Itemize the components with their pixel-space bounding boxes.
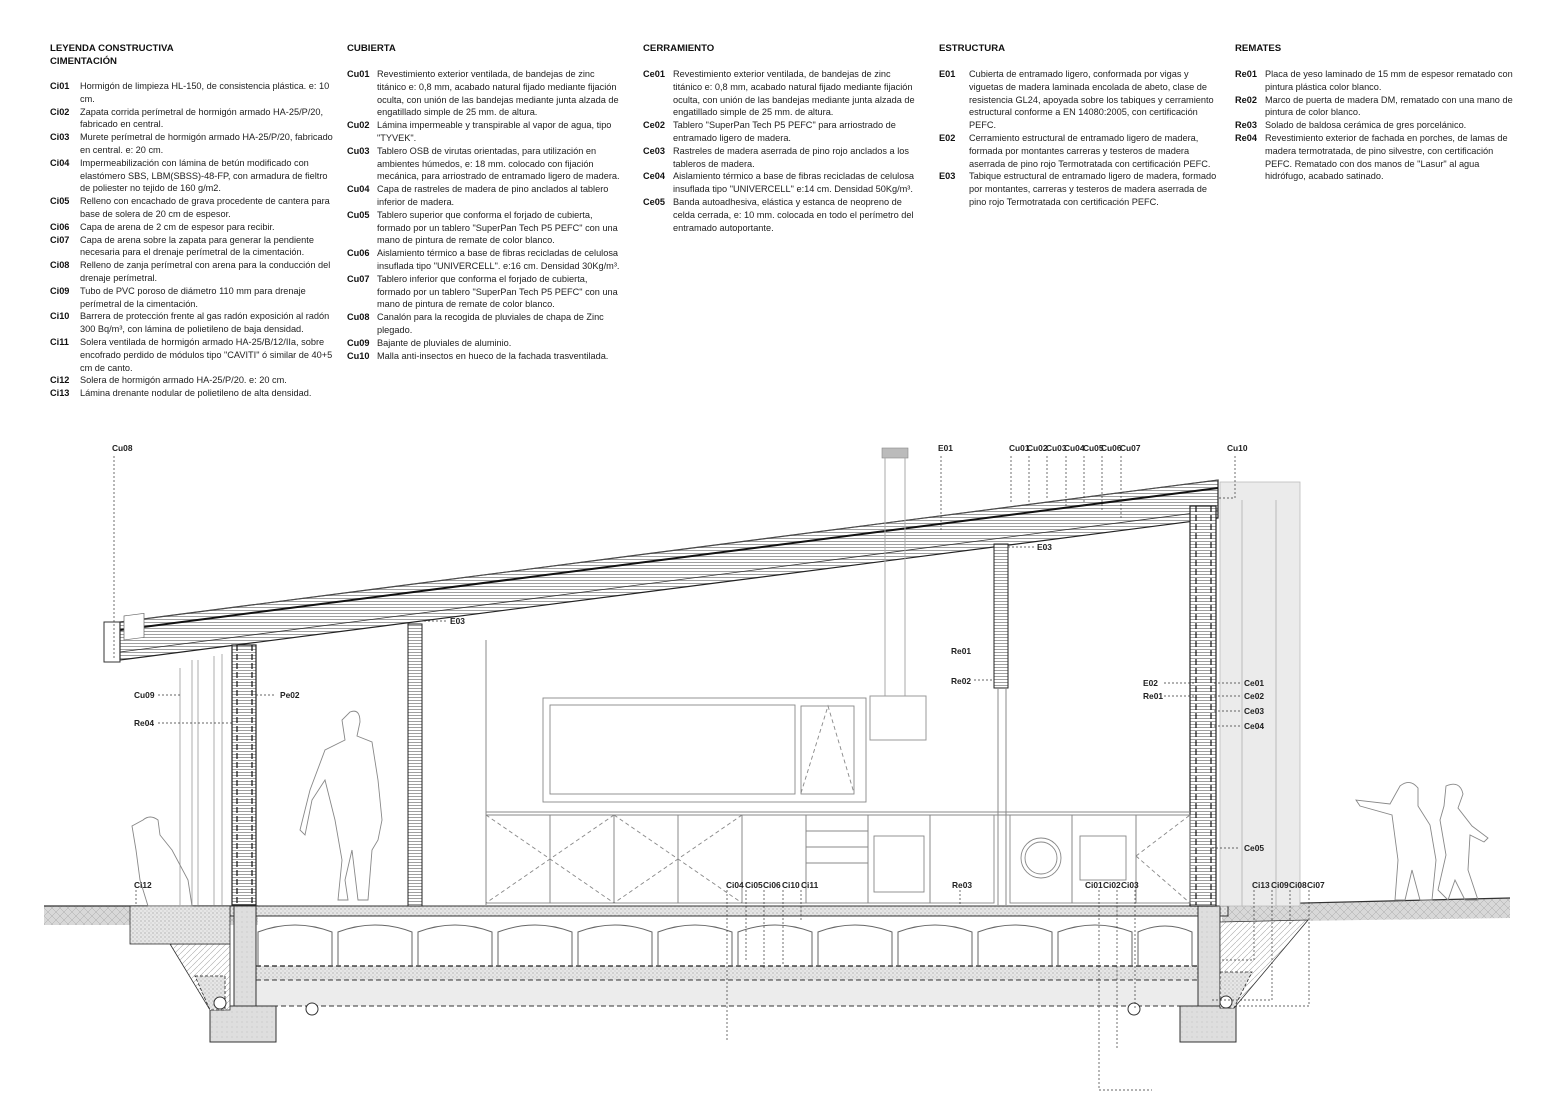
legend-code: Ce04 (643, 171, 665, 182)
legend-code: Ci10 (50, 311, 70, 322)
label-re04: Re04 (134, 718, 155, 728)
roof (104, 480, 1218, 662)
legend-description: Murete perímetral de hormigón armado HA-25/P/20, fabricado en central. e: 20 cm. (80, 132, 333, 155)
legend-description: Impermeabilización con lámina de betún modificado con elastómero SBS, LBM(SBSS)-48-FP, con armadura de fieltro de poliester no tejido de 160 g/m2. (80, 157, 328, 194)
section-heading-cerramiento: CERRAMIENTO (643, 43, 715, 54)
legend-code: Cu10 (347, 350, 370, 361)
label-ci13: Ci13 (1252, 880, 1270, 890)
legend-code: E01 (939, 69, 956, 79)
legend-code: Re01 (1235, 69, 1257, 79)
label-cu05: Cu05 (1083, 443, 1104, 453)
label-cu07: Cu07 (1120, 443, 1141, 453)
legend-description: Solera ventilada de hormigón armado HA-25/B/12/IIa, sobre encofrado perdido de módulos tipo "CAVITI" ó similar de 40+5 cm de canto. (80, 336, 333, 373)
label-ci06: Ci06 (763, 880, 781, 890)
chimney (870, 448, 926, 740)
label-ce04: Ce04 (1244, 721, 1265, 731)
legend-description: Canalón para la recogida de pluviales de chapa de Zinc plegado. (377, 312, 604, 335)
legend-code: Ci07 (50, 234, 70, 245)
legend-code: Ce03 (643, 145, 665, 156)
legend-code: Cu09 (347, 337, 370, 348)
label-cu04: Cu04 (1064, 443, 1085, 453)
legend-code: Ci13 (50, 388, 70, 399)
legend-code: Cu02 (347, 120, 370, 131)
legend-description: Tablero inferior que conforma el forjado de cubierta, formado por un tablero "SuperPan Tech P5 PEFC" con una mano de pintura de remate de color blanco. (377, 273, 618, 310)
legend-description: Tablero "SuperPan Tech P5 PEFC" para arriostrado de entramado ligero de madera. (673, 120, 896, 143)
legend-description: Marco de puerta de madera DM, rematado con una mano de pintura de color blanco. (1265, 94, 1513, 118)
legend-code: Ci12 (50, 375, 70, 386)
label-cu02: Cu02 (1027, 443, 1048, 453)
legend-code: Ci03 (50, 132, 70, 143)
label-ci09: Ci09 (1271, 880, 1289, 890)
label-ci01: Ci01 (1085, 880, 1103, 890)
legend-description: Lámina drenante nodular de polietileno de alta densidad. (80, 388, 312, 399)
legend-description: Capa de arena de 2 cm de espesor para recibir. (80, 221, 275, 232)
label-ci04: Ci04 (726, 880, 744, 890)
legend-code: Ci02 (50, 106, 70, 117)
section-heading-remates: REMATES (1235, 43, 1282, 54)
kitchen-elevation (486, 698, 1190, 903)
label-ci03: Ci03 (1121, 880, 1139, 890)
legend-code: Ci09 (50, 285, 70, 296)
legend-description: Capa de arena sobre la zapata para generar la pendiente necesaria para el drenaje perímetral de la cimentación. (80, 234, 314, 258)
label-cu10: Cu10 (1227, 443, 1248, 453)
legend-description: Lámina impermeable y transpirable al vapor de agua, tipo "TYVEK". (377, 120, 612, 143)
legend-code: E02 (939, 132, 956, 143)
label-cu06: Cu06 (1101, 443, 1122, 453)
legend-code: Cu03 (347, 145, 370, 156)
legend-code: Cu06 (347, 248, 370, 259)
label-e03-right: E03 (1037, 542, 1052, 552)
label-e03-left: E03 (450, 616, 465, 626)
legend-description: Hormigón de limpieza HL-150, de consistencia plástica. e: 10 cm. (80, 81, 330, 104)
legend-code: Re03 (1235, 120, 1257, 131)
legend-code: Ci04 (50, 157, 70, 168)
legend-description: Barrera de protección frente al gas radón exposición al radón 300 Bq/m³, con lámina de polietileno de baja densidad. (80, 311, 330, 335)
legend-description: Placa de yeso laminado de 15 mm de espesor rematado con pintura plástica color blanco. (1265, 69, 1513, 92)
label-pe02: Pe02 (280, 690, 300, 700)
legend-description: Zapata corrida perímetral de hormigón armado HA-25/P/20, fabricado en central. (80, 106, 324, 130)
legend-description: Aislamiento térmico a base de fibras recicladas de celulosa insuflada tipo "UNIVERCELL". e:16 cm. Densidad 30Kg/m³. (377, 248, 620, 271)
legend-code: Re02 (1235, 94, 1257, 105)
legend-description: Revestimiento exterior ventilada, de bandejas de zinc titánico e: 0,8 mm, acabado natural fijado mediante fijación oculta, con unión de las bandejas mediante junta alzada de engatillado simple de 25 mm. de altura. (377, 69, 619, 118)
legend-description: Solado de baldosa cerámica de gres porcelánico. (1265, 120, 1467, 131)
section-heading-cimentacion: CIMENTACIÓN (50, 56, 117, 67)
legend-description: Bajante de pluviales de aluminio. (377, 337, 512, 348)
legend-code: Cu04 (347, 184, 370, 195)
label-e02: E02 (1143, 678, 1158, 688)
legend-code: E03 (939, 171, 956, 182)
label-ci08: Ci08 (1289, 880, 1307, 890)
label-ce05: Ce05 (1244, 843, 1265, 853)
label-cu09: Cu09 (134, 690, 155, 700)
legend-code: Ce05 (643, 196, 665, 207)
legend-description: Relleno con encachado de grava procedente de cantera para base de solera de 20 cm de espesor. (80, 196, 330, 219)
legend-description: Solera de hormigón armado HA-25/P/20. e: 20 cm. (80, 375, 287, 386)
legend-title: LEYENDA CONSTRUCTIVA (50, 43, 174, 54)
label-re03: Re03 (952, 880, 973, 890)
legend-description: Cubierta de entramado ligero, conformada por vigas y viguetas de madera laminada encolada de abeto, clase de resistencia GL24, apoyada sobre los tabiques y cerramiento estructural conforme a EN 14080:2005, con certificación PEFC. (969, 69, 1214, 131)
legend-code: Ci05 (50, 196, 70, 207)
label-ci07: Ci07 (1307, 880, 1325, 890)
label-cu08: Cu08 (112, 443, 133, 453)
label-ci02: Ci02 (1103, 880, 1121, 890)
legend-description: Banda autoadhesiva, elástica y estanca de neopreno de celda cerrada, e: 10 mm. colocada en todo el perímetro del entramado autoportante. (673, 196, 914, 233)
label-re01-exterior: Re01 (1143, 691, 1164, 701)
label-ce01: Ce01 (1244, 678, 1265, 688)
label-re01-interior: Re01 (951, 646, 972, 656)
legend-code: Ce01 (643, 69, 665, 79)
legend-description: Tablero OSB de virutas orientadas, para utilización en ambientes húmedos, e: 18 mm. colocado con fijación mecánica, para arriostrado de entramado ligero de madera. (377, 145, 620, 182)
label-e01: E01 (938, 443, 953, 453)
label-ci12: Ci12 (134, 880, 152, 890)
label-re02: Re02 (951, 676, 972, 686)
legend-code: Ci08 (50, 260, 70, 271)
legend-description: Revestimiento exterior de fachada en porches, de lamas de madera termotratada, de pino silvestre, con certificación PEFC. Rematado con dos manos de "Lasur" al agua hidrófugo, acabado satinado. (1265, 132, 1508, 182)
legend-description: Tubo de PVC poroso de diámetro 110 mm para drenaje perímetral de la cimentación. (80, 285, 306, 309)
legend-description: Relleno de zanja perímetral con arena para la conducción del drenaje perímetral. (80, 260, 331, 283)
label-cu01: Cu01 (1009, 443, 1030, 453)
legend-code: Ce02 (643, 120, 665, 131)
legend-code: Ci11 (50, 336, 69, 347)
section-heading-estructura: ESTRUCTURA (939, 43, 1006, 54)
label-ci11: Ci11 (801, 880, 819, 890)
legend-description: Tabique estructural de entramado ligero de madera, formado por montantes, carreras y testeros de madera aserrada de pino rojo Termotratada con certificación PEFC. (969, 171, 1217, 207)
label-ce03: Ce03 (1244, 706, 1265, 716)
section-heading-cubierta: CUBIERTA (347, 43, 396, 54)
legend-description: Cerramiento estructural de entramado ligero de madera, formada por montantes carreras y testeros de madera aserrada de pino rojo Termotratada con certificación PEFC. (969, 132, 1211, 169)
legend-code: Ci06 (50, 221, 70, 232)
legend-description: Tablero superior que conforma el forjado de cubierta, formado por un tablero "SuperPan Tech P5 PEFC" con una mano de pintura de remate de color blanco. (377, 209, 618, 246)
legend-code: Cu07 (347, 273, 370, 284)
legend-code: Cu01 (347, 69, 370, 79)
label-cu03: Cu03 (1046, 443, 1067, 453)
legend-description: Capa de rastreles de madera de pino anclados al tablero inferior de madera. (377, 184, 609, 207)
legend-description: Aislamiento térmico a base de fibras recicladas de celulosa insuflada tipo "UNIVERCELL" e:14 cm. Densidad 50Kg/m³. (673, 171, 915, 195)
legend-code: Cu08 (347, 312, 370, 323)
legend-code: Cu05 (347, 209, 370, 220)
legend-code: Re04 (1235, 132, 1257, 143)
label-ci05: Ci05 (745, 880, 763, 890)
label-ce02: Ce02 (1244, 691, 1265, 701)
legend-description: Revestimiento exterior ventilada, de bandejas de zinc titánico e: 0,8 mm, acabado natural fijado mediante fijación oculta, con unión de las bandejas mediante junta alzada de engatillado simple de 25 mm. de altura. (673, 69, 915, 118)
legend-description: Malla anti-insectos en hueco de la fachada trasventilada. (377, 350, 609, 361)
legend-description: Rastreles de madera aserrada de pino rojo anclados a los tableros de madera. (673, 145, 909, 169)
foundation (130, 906, 1308, 1042)
label-ci10: Ci10 (782, 880, 800, 890)
legend-code: Ci01 (50, 81, 70, 91)
